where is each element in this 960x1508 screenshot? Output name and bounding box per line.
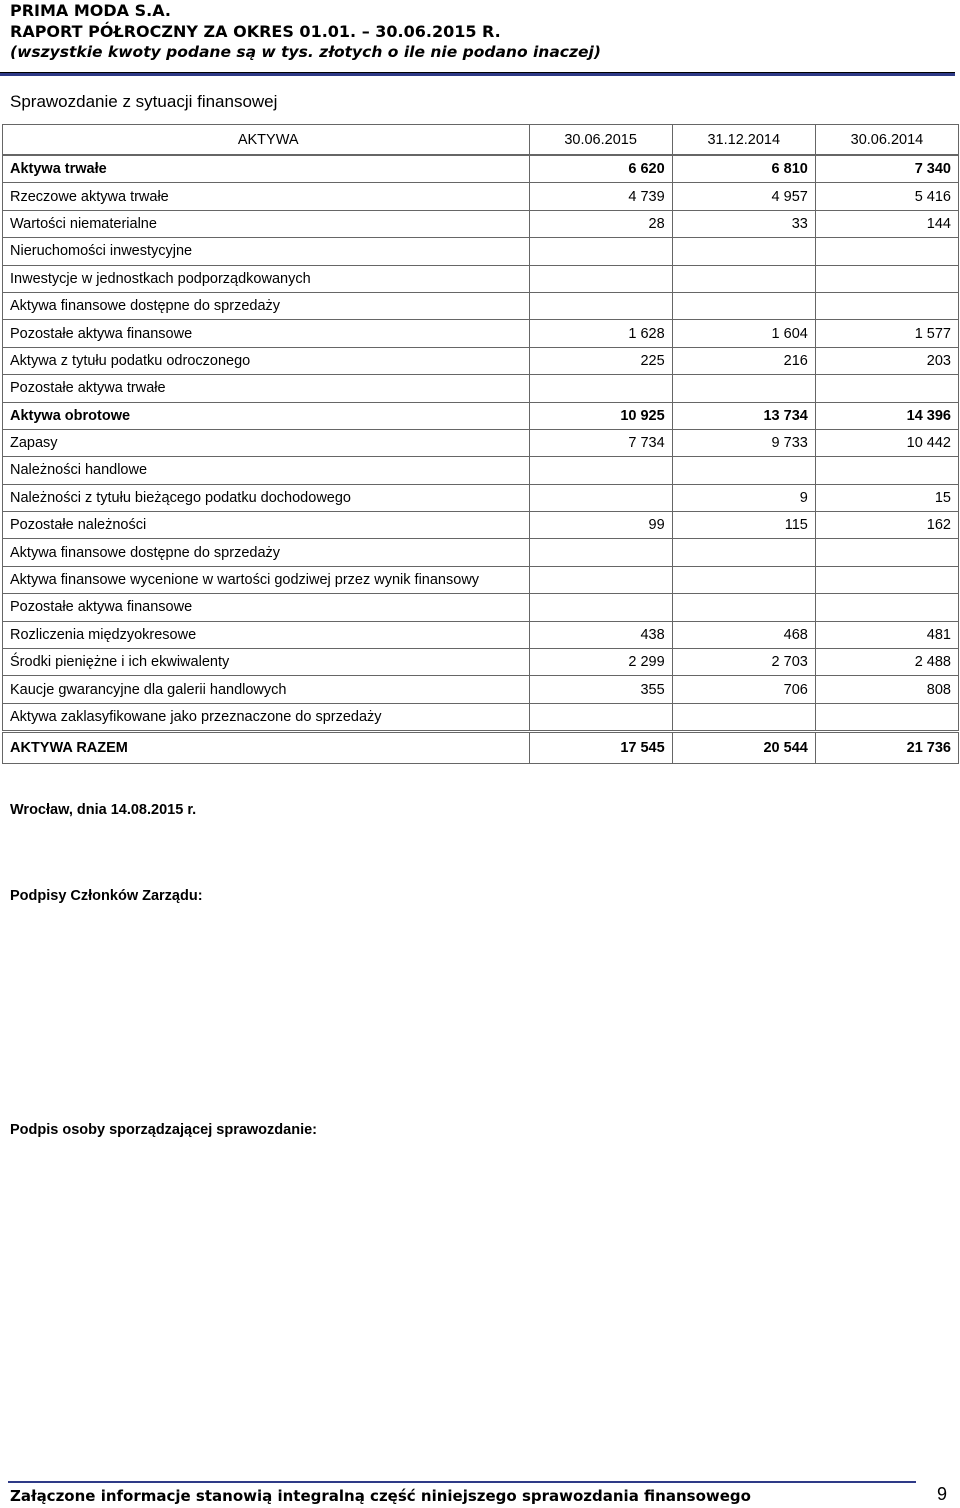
row-value-2: 1 604 bbox=[672, 320, 815, 347]
row-value-1 bbox=[529, 238, 672, 265]
row-value-3: 10 442 bbox=[815, 429, 958, 456]
row-label: Pozostałe aktywa finansowe bbox=[3, 594, 530, 621]
total-value-2: 20 544 bbox=[672, 732, 815, 764]
row-value-3 bbox=[815, 375, 958, 402]
row-label: Aktywa finansowe dostępne do sprzedaży bbox=[3, 292, 530, 319]
total-label: AKTYWA RAZEM bbox=[3, 732, 530, 764]
row-value-1 bbox=[529, 539, 672, 566]
total-value-3: 21 736 bbox=[815, 732, 958, 764]
row-value-2: 6 810 bbox=[672, 155, 815, 183]
row-value-1: 1 628 bbox=[529, 320, 672, 347]
row-value-3 bbox=[815, 457, 958, 484]
row-value-2: 115 bbox=[672, 512, 815, 539]
row-value-3: 15 bbox=[815, 484, 958, 511]
row-value-3: 203 bbox=[815, 347, 958, 374]
row-value-2: 216 bbox=[672, 347, 815, 374]
table-row bbox=[3, 484, 959, 511]
table-row bbox=[3, 265, 959, 292]
row-label: Rzeczowe aktywa trwałe bbox=[3, 183, 530, 210]
table-row bbox=[3, 703, 959, 731]
row-label: Aktywa z tytułu podatku odroczonego bbox=[3, 347, 530, 374]
row-value-1: 6 620 bbox=[529, 155, 672, 183]
row-value-1: 7 734 bbox=[529, 429, 672, 456]
row-value-1 bbox=[529, 457, 672, 484]
row-value-1 bbox=[529, 292, 672, 319]
row-label: Kaucje gwarancyjne dla galerii handlowych bbox=[3, 676, 530, 703]
row-value-1: 4 739 bbox=[529, 183, 672, 210]
row-value-2: 9 733 bbox=[672, 429, 815, 456]
table-row bbox=[3, 238, 959, 265]
row-value-3: 144 bbox=[815, 210, 958, 237]
row-value-3: 162 bbox=[815, 512, 958, 539]
row-label: Zapasy bbox=[3, 429, 530, 456]
row-value-2 bbox=[672, 238, 815, 265]
row-label: Nieruchomości inwestycyjne bbox=[3, 238, 530, 265]
table-row bbox=[3, 375, 959, 402]
row-label: Aktywa zaklasyfikowane jako przeznaczone do sprzedaży bbox=[3, 703, 530, 731]
table-row bbox=[3, 457, 959, 484]
row-label: Należności handlowe bbox=[3, 457, 530, 484]
table-row bbox=[3, 292, 959, 319]
row-value-1: 225 bbox=[529, 347, 672, 374]
table-row bbox=[3, 347, 959, 374]
board-signatures-label: Podpisy Członków Zarządu: bbox=[10, 888, 203, 904]
row-value-2 bbox=[672, 539, 815, 566]
row-label: Aktywa trwałe bbox=[3, 155, 530, 183]
table-row bbox=[3, 402, 959, 429]
row-value-2 bbox=[672, 292, 815, 319]
row-value-1: 10 925 bbox=[529, 402, 672, 429]
row-value-3 bbox=[815, 703, 958, 731]
row-value-2: 13 734 bbox=[672, 402, 815, 429]
table-row bbox=[3, 320, 959, 347]
row-value-1 bbox=[529, 484, 672, 511]
row-value-3: 1 577 bbox=[815, 320, 958, 347]
row-value-1: 2 299 bbox=[529, 649, 672, 676]
row-label: Pozostałe aktywa trwałe bbox=[3, 375, 530, 402]
row-value-2: 33 bbox=[672, 210, 815, 237]
place-and-date: Wrocław, dnia 14.08.2015 r. bbox=[10, 802, 197, 818]
footer-note: Załączone informacje stanowią integralną część niniejszego sprawozdania finansowego bbox=[10, 1487, 751, 1505]
row-value-3 bbox=[815, 566, 958, 593]
table-row bbox=[3, 210, 959, 237]
amounts-note: (wszystkie kwoty podane są w tys. złotych o ile nie podano inaczej) bbox=[10, 43, 601, 61]
row-label: Wartości niematerialne bbox=[3, 210, 530, 237]
row-value-1: 28 bbox=[529, 210, 672, 237]
row-value-2: 468 bbox=[672, 621, 815, 648]
header-aktywa: AKTYWA bbox=[3, 125, 530, 156]
row-label: Należności z tytułu bieżącego podatku dochodowego bbox=[3, 484, 530, 511]
row-label: Rozliczenia międzyokresowe bbox=[3, 621, 530, 648]
row-value-3: 14 396 bbox=[815, 402, 958, 429]
page-number: 9 bbox=[937, 1484, 948, 1504]
table-row bbox=[3, 566, 959, 593]
row-value-2 bbox=[672, 566, 815, 593]
table-row bbox=[3, 429, 959, 456]
table-row bbox=[3, 539, 959, 566]
row-value-3 bbox=[815, 594, 958, 621]
row-value-3: 808 bbox=[815, 676, 958, 703]
row-value-1 bbox=[529, 594, 672, 621]
report-header bbox=[10, 0, 950, 63]
row-value-3: 481 bbox=[815, 621, 958, 648]
row-label: Środki pieniężne i ich ekwiwalenty bbox=[3, 649, 530, 676]
row-label: Aktywa finansowe dostępne do sprzedaży bbox=[3, 539, 530, 566]
row-value-2: 706 bbox=[672, 676, 815, 703]
assets-table bbox=[2, 124, 959, 764]
row-value-1 bbox=[529, 703, 672, 731]
row-value-1: 355 bbox=[529, 676, 672, 703]
row-value-2 bbox=[672, 594, 815, 621]
row-value-2: 4 957 bbox=[672, 183, 815, 210]
row-label: Pozostałe należności bbox=[3, 512, 530, 539]
header-date-2: 31.12.2014 bbox=[672, 125, 815, 156]
report-title: RAPORT PÓŁROCZNY ZA OKRES 01.01. – 30.06.2015 R. bbox=[10, 22, 501, 41]
table-row bbox=[3, 594, 959, 621]
row-value-1: 99 bbox=[529, 512, 672, 539]
row-label: Pozostałe aktywa finansowe bbox=[3, 320, 530, 347]
row-value-3: 2 488 bbox=[815, 649, 958, 676]
table-row bbox=[3, 155, 959, 183]
header-date-3: 30.06.2014 bbox=[815, 125, 958, 156]
row-value-3 bbox=[815, 265, 958, 292]
header-date-1: 30.06.2015 bbox=[529, 125, 672, 156]
row-value-3 bbox=[815, 238, 958, 265]
row-label: Aktywa obrotowe bbox=[3, 402, 530, 429]
table-row bbox=[3, 676, 959, 703]
table-header-row bbox=[3, 125, 959, 156]
row-value-2 bbox=[672, 375, 815, 402]
header-divider bbox=[0, 72, 955, 76]
total-row bbox=[3, 732, 959, 764]
preparer-signature-label: Podpis osoby sporządzającej sprawozdanie: bbox=[10, 1122, 317, 1138]
section-title: Sprawozdanie z sytuacji finansowej bbox=[10, 92, 278, 111]
row-label: Aktywa finansowe wycenione w wartości godziwej przez wynik finansowy bbox=[3, 566, 530, 593]
total-value-1: 17 545 bbox=[529, 732, 672, 764]
row-value-1 bbox=[529, 265, 672, 292]
table-row bbox=[3, 512, 959, 539]
row-value-1: 438 bbox=[529, 621, 672, 648]
row-value-2: 2 703 bbox=[672, 649, 815, 676]
row-value-3: 7 340 bbox=[815, 155, 958, 183]
row-value-3: 5 416 bbox=[815, 183, 958, 210]
row-value-2 bbox=[672, 265, 815, 292]
row-value-3 bbox=[815, 292, 958, 319]
company-name: PRIMA MODA S.A. bbox=[10, 1, 171, 20]
row-value-1 bbox=[529, 566, 672, 593]
table-row bbox=[3, 183, 959, 210]
table-row bbox=[3, 649, 959, 676]
row-value-2 bbox=[672, 457, 815, 484]
row-value-2 bbox=[672, 703, 815, 731]
row-label: Inwestycje w jednostkach podporządkowanych bbox=[3, 265, 530, 292]
table-row bbox=[3, 621, 959, 648]
row-value-3 bbox=[815, 539, 958, 566]
row-value-1 bbox=[529, 375, 672, 402]
row-value-2: 9 bbox=[672, 484, 815, 511]
footer-divider bbox=[8, 1481, 916, 1483]
